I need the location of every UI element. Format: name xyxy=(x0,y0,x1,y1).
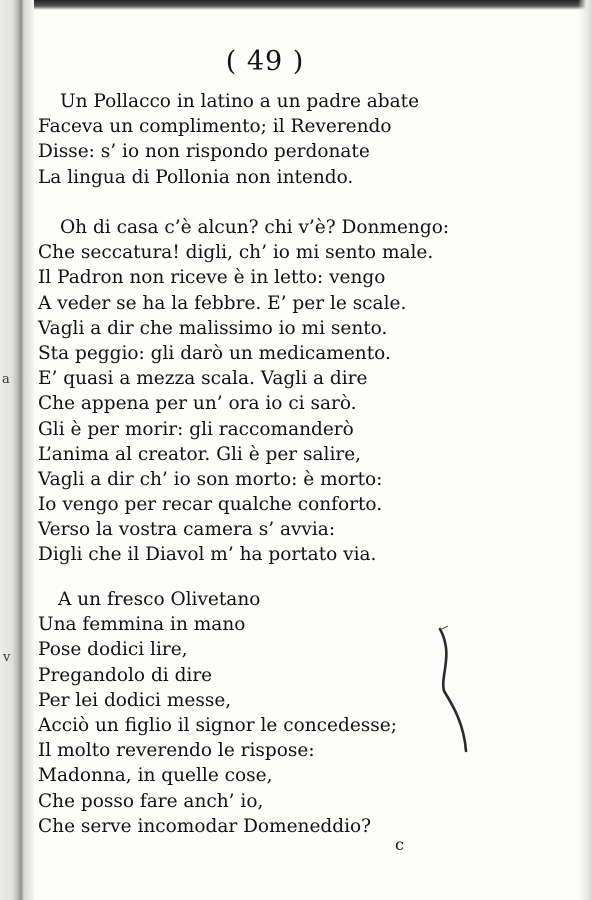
poem-line: Verso la vostra camera s’ avvia: xyxy=(38,519,336,541)
bottom-ink-mark: c xyxy=(395,835,404,854)
poem-line: Faceva un complimento; il Reverendo xyxy=(38,116,392,138)
poem-line: Per lei dodici messe, xyxy=(38,689,232,711)
poem-line: Il molto reverendo le rispose: xyxy=(38,740,315,762)
poem-line: Gli è per morir: gli raccomanderò xyxy=(38,418,354,440)
margin-letter-a: a xyxy=(2,372,10,387)
poem-line: Oh di casa c’è alcun? chi v’è? Donmengo: xyxy=(60,217,450,238)
poem-line: Che seccatura! digli, ch’ io mi sento male. xyxy=(38,242,434,264)
stanza-pollacco xyxy=(38,89,419,190)
poem-line: Disse: s’ io non rispondo perdonate xyxy=(38,141,370,163)
poem-line: Un Pollacco in latino a un padre abate xyxy=(60,91,420,112)
poem-line: Acciò un figlio il signor le concedesse; xyxy=(38,714,397,736)
poem-line: Io vengo per recar qualche conforto. xyxy=(38,494,383,516)
page-right-edge xyxy=(578,0,592,900)
poem-line: Vagli a dir che malissimo io mi sento. xyxy=(38,317,388,339)
poem-line: Vagli a dir ch’ io son morto: è morto: xyxy=(38,468,383,490)
poem-line: Il Padron non riceve è in letto: vengo xyxy=(38,267,386,289)
poem-line: Che posso fare anch’ io, xyxy=(38,790,264,812)
poem-line: Sta peggio: gli darò un medicamento. xyxy=(38,342,391,364)
book-spine xyxy=(0,0,34,900)
margin-letter-v: v xyxy=(3,650,11,665)
page-top-shadow xyxy=(0,0,592,10)
poem-line: A un fresco Olivetano xyxy=(58,589,261,610)
poem-line: Digli che il Diavol m’ ha portato via. xyxy=(38,544,377,566)
poem-line: E’ quasi a mezza scala. Vagli a dire xyxy=(38,368,368,390)
stanza-olivetano xyxy=(38,587,397,839)
poem-line: Madonna, in quelle cose, xyxy=(38,765,273,787)
stanza-donmengo xyxy=(38,215,449,568)
poem-line: Che appena per un’ ora io ci sarò. xyxy=(38,393,357,415)
poem-line: L’anima al creator. Gli è per salire, xyxy=(38,443,362,465)
poem-line: Una femmina in mano xyxy=(38,614,246,636)
poem-line: Che serve incomodar Domeneddio? xyxy=(38,815,372,837)
spine-fold-line xyxy=(20,40,22,900)
page-number: ( 49 ) xyxy=(225,46,305,77)
pencil-bracket-mark xyxy=(430,625,480,755)
poem-line: A veder se ha la febbre. E’ per le scale. xyxy=(38,292,407,314)
poem-line: Pregandolo di dire xyxy=(38,664,213,686)
poem-line: Pose dodici lire, xyxy=(38,639,188,661)
poem-line: La lingua di Pollonia non intendo. xyxy=(38,166,354,188)
